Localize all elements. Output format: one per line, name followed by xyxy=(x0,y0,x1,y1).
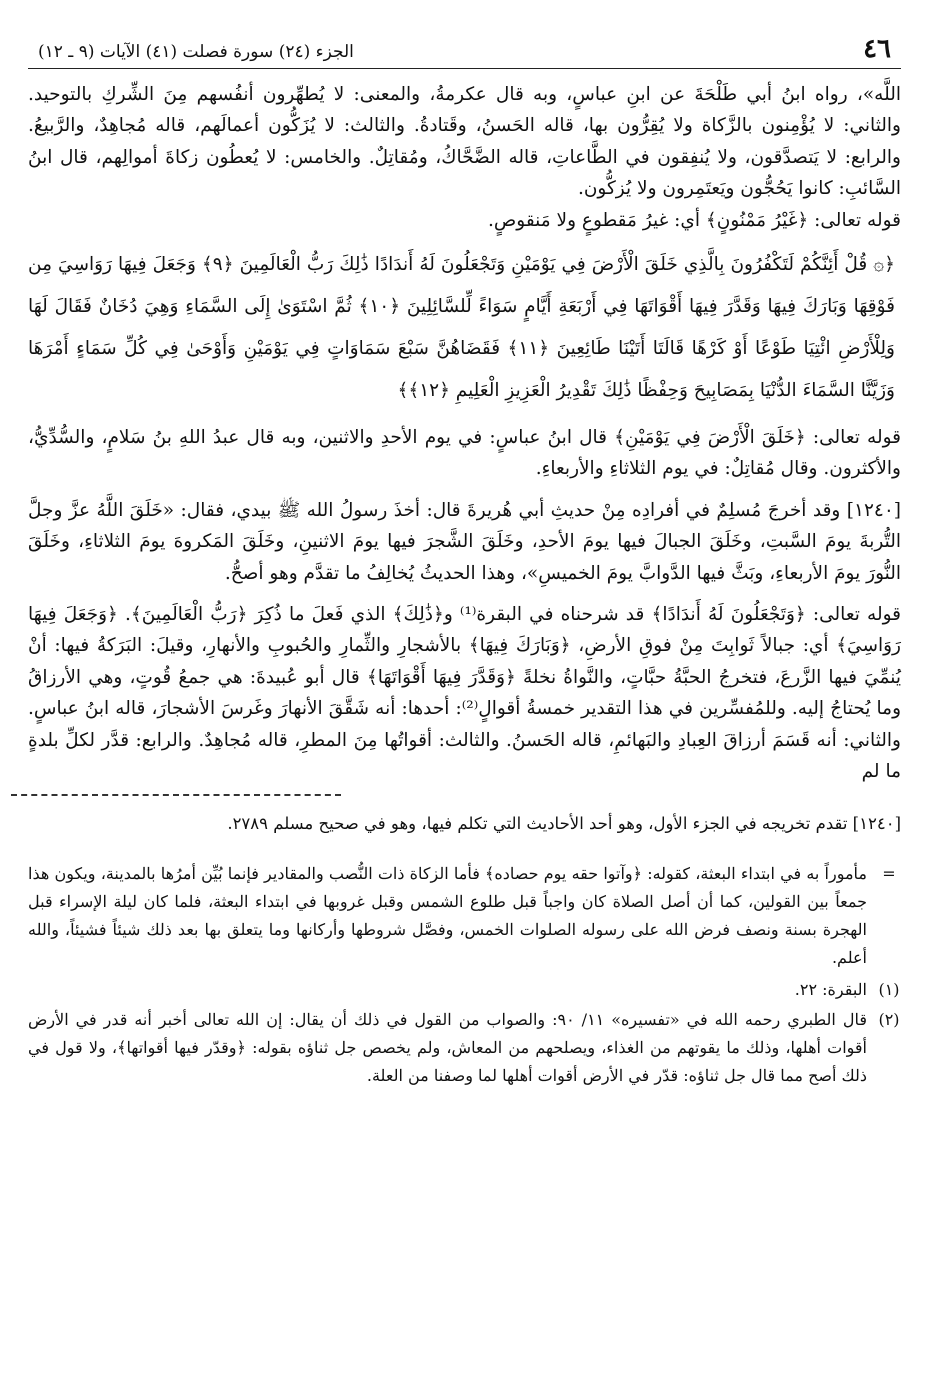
paragraph-commentary-4: قوله تعالى: ﴿وَتَجْعَلُونَ لَهُ أَندَادًا﴾ قد شرحناه في البقرة⁽¹⁾ و﴿ذَٰلِكَ﴾ الذي فَعلَ ما ذُكِرَ ﴿رَبُّ الْعَالَمِينَ﴾. ﴿وَجَعَلَ فِيهَا رَوَاسِيَ﴾ أي: جبالاً ثَوابِتَ مِنْ فوقِ الأرضِ، ﴿وَبَارَكَ فِيهَا﴾ بالأشجارِ والثِّمارِ والحُبوبِ والأنهارِ، وقيلَ: البَرَكةُ فيها: أنْ يُنمِّيَ فيها الزَّرعَ، فتخرجُ الحبَّةُ حبَّاتٍ، والنَّواةُ نخلةً ﴿وَقَدَّرَ فِيهَا أَقْوَاتَهَا﴾ قال أبو عُبيدةَ: هي جمعُ قُوتٍ، وهي الأرزاقُ وما يُحتاجُ إليه. وللمُفسِّرين في هذا التقدير خمسةُ أقوالٍ⁽²⁾: أحدها: أنه شَقَّقَ الأنهارَ وغَرسَ الأشجارَ، قاله ابنُ عباسٍ. والثاني: أنه قَسَمَ أرزاقَ العِبادِ والبَهائمِ، قاله الحَسنُ. والثالث: أقواتُها مِنَ المطرِ، قاله مُجاهِدٌ. والرابع: قدَّر لكلِّ بلدةٍ ما لم xyxy=(28,604,902,783)
paragraph-commentary-1: اللَّه»، رواه ابنُ أبي طَلْحَةَ عن ابنِ عباسٍ، وبه قال عكرمةُ، والمعنى: لا يُطهِّرون أنفُسهم مِنَ الشِّركِ بالتوحيد. والثاني: لا يُؤْمِنون بالزَّكاة ولا يُقِرُّون بها، قاله الحَسنُ، وقَتادةُ. والثالث: لا يُزَكُّون أعمالَهم، قاله مُجاهِدٌ، والرَّبيعُ. والرابع: لا يَتصدَّقون، ولا يُنفِقون في الطَّاعاتِ، قاله الضَّحَّاكُ، ومُقاتِلٌ. والخامس: لا يُعطُون زكاةَ أموالِهم، قال ابنُ السَّائبِ: كانوا يَحُجُّون ويَعتَمِرون ولا يُزكُّون. xyxy=(28,84,901,200)
footnote-text: البقرة: ٢٢. xyxy=(794,979,867,999)
footnote-item xyxy=(28,976,901,1004)
running-head: الجزء (٢٤) سورة فصلت (٤١) الآيات (٩ ـ ١٢) xyxy=(38,42,354,62)
footnote-number: (١) xyxy=(878,979,900,999)
main-text xyxy=(28,79,901,788)
footnote-continuation-text: مأموراً به في ابتداء البعثة، كقوله: ﴿وآتوا حقه يوم حصاده﴾ فأما الزكاة ذات النُّصب والمقادير فإنما بُيِّن أمرُها بالمدينة، ويكون هذا جمعاً بين القولين، كما أن أصل الصلاة كان واجباً قبل طلوع الشمس وقبل غروبها في ابتداء البعثة، فلما كان ليلة الإسراء قبل الهجرة بسنة ونصف فرض الله على رسوله الصلوات الخمس، وفصَّل شروطها وأركانها وما يتعلق بها بعد ذلك شيئاً فشيئاً، والله أعلم. xyxy=(28,863,868,967)
dashed-separator xyxy=(11,794,341,796)
footnote-continuation xyxy=(28,860,901,972)
footnotes xyxy=(28,860,901,1090)
footnote-item xyxy=(28,1006,901,1090)
paragraph-commentary-3: قوله تعالى: ﴿خَلَقَ الْأَرْضَ فِي يَوْمَيْنِ﴾ قال ابنُ عباسٍ: في يوم الأحدِ والاثنين، وبه قال عبدُ اللهِ بنُ سَلامٍ، والسُّدِّيُّ، والأكثرون. وقال مُقاتِلٌ: في يوم الثلاثاءِ والأربعاءِ. xyxy=(28,427,901,480)
footnote-number: (٢) xyxy=(878,1009,900,1029)
footnote-text: قال الطبري رحمه الله في «تفسيره» ١١/ ٩٠: والصواب من القول في ذلك أن يقال: إن الله تعالى أخبر أنه قدر في الأرض أقوات أهلها، وذلك ما يقوتهم من الغذاء، ويصلحهم من المعاش، ولم يخصص جل ثناؤه بقوله: ﴿وقدّر فيها أقواتها﴾، ولا قول في ذلك أصح مما قال جل ثناؤه: قدّر في الأرض أقوات أهلها لما وصفنا من العلة. xyxy=(28,1009,867,1085)
paragraph-hadith: [١٢٤٠] وقد أخرجَ مُسلِمٌ في أفرادِه مِنْ حديثِ أبي هُريرةَ قال: أخذَ رسولُ الله ﷺ بيدي، فقال: «خَلَقَ اللَّهُ عزَّ وجلَّ التُّربةَ يومَ السَّبتِ، وخَلَقَ الجبالَ فيها يومَ الأحدِ، وخَلَقَ الشَّجرَ فيها يومَ الاثنينِ، وخَلَقَ المَكروهَ يومَ الثلاثاءِ، وخَلَقَ النُّورَ يومَ الأربعاءِ، وبَثَّ فيها الدَّوابَّ يومَ الخميسِ»، وهذا الحديثُ يُخالِفُ ما تقدَّم وهو أصحُّ. xyxy=(28,499,901,584)
page-header xyxy=(28,36,901,69)
continuation-mark: = xyxy=(882,863,896,883)
paragraph-commentary-2: قوله تعالى: ﴿غَيْرُ مَمْنُونٍ﴾ أي: غيرُ مَقطوعٍ ولا مَنقوصٍ. xyxy=(488,209,901,231)
quran-verses: ﴿۞ قُلْ أَئِنَّكُمْ لَتَكْفُرُونَ بِالَّذِي خَلَقَ الْأَرْضَ فِي يَوْمَيْنِ وَتَجْعَلُونَ لَهُ أَندَادًا ذَٰلِكَ رَبُّ الْعَالَمِينَ ﴿٩﴾ وَجَعَلَ فِيهَا رَوَاسِيَ مِن فَوْقِهَا وَبَارَكَ فِيهَا وَقَدَّرَ فِيهَا أَقْوَاتَهَا فِي أَرْبَعَةِ أَيَّامٍ سَوَاءً لِّلسَّائِلِينَ ﴿١٠﴾ ثُمَّ اسْتَوَىٰ إِلَى السَّمَاءِ وَهِيَ دُخَانٌ فَقَالَ لَهَا وَلِلْأَرْضِ ائْتِيَا طَوْعًا أَوْ كَرْهًا قَالَتَا أَتَيْنَا طَائِعِينَ ﴿١١﴾ فَقَضَاهُنَّ سَبْعَ سَمَاوَاتٍ فِي يَوْمَيْنِ وَأَوْحَىٰ فِي كُلِّ سَمَاءٍ أَمْرَهَا وَزَيَّنَّا السَّمَاءَ الدُّنْيَا بِمَصَابِيحَ وَحِفْظًا ذَٰلِكَ تَقْدِيرُ الْعَزِيزِ الْعَلِيمِ ﴿١٢﴾﴾ xyxy=(28,254,895,402)
hadith-takhrij-note: [١٢٤٠] تقدم تخريجه في الجزء الأول، وهو أحد الأحاديث التي تكلم فيها، وهو في صحيح مسلم ٢٧٨٩. xyxy=(227,813,901,833)
page-number: ٤٦ xyxy=(863,34,891,64)
